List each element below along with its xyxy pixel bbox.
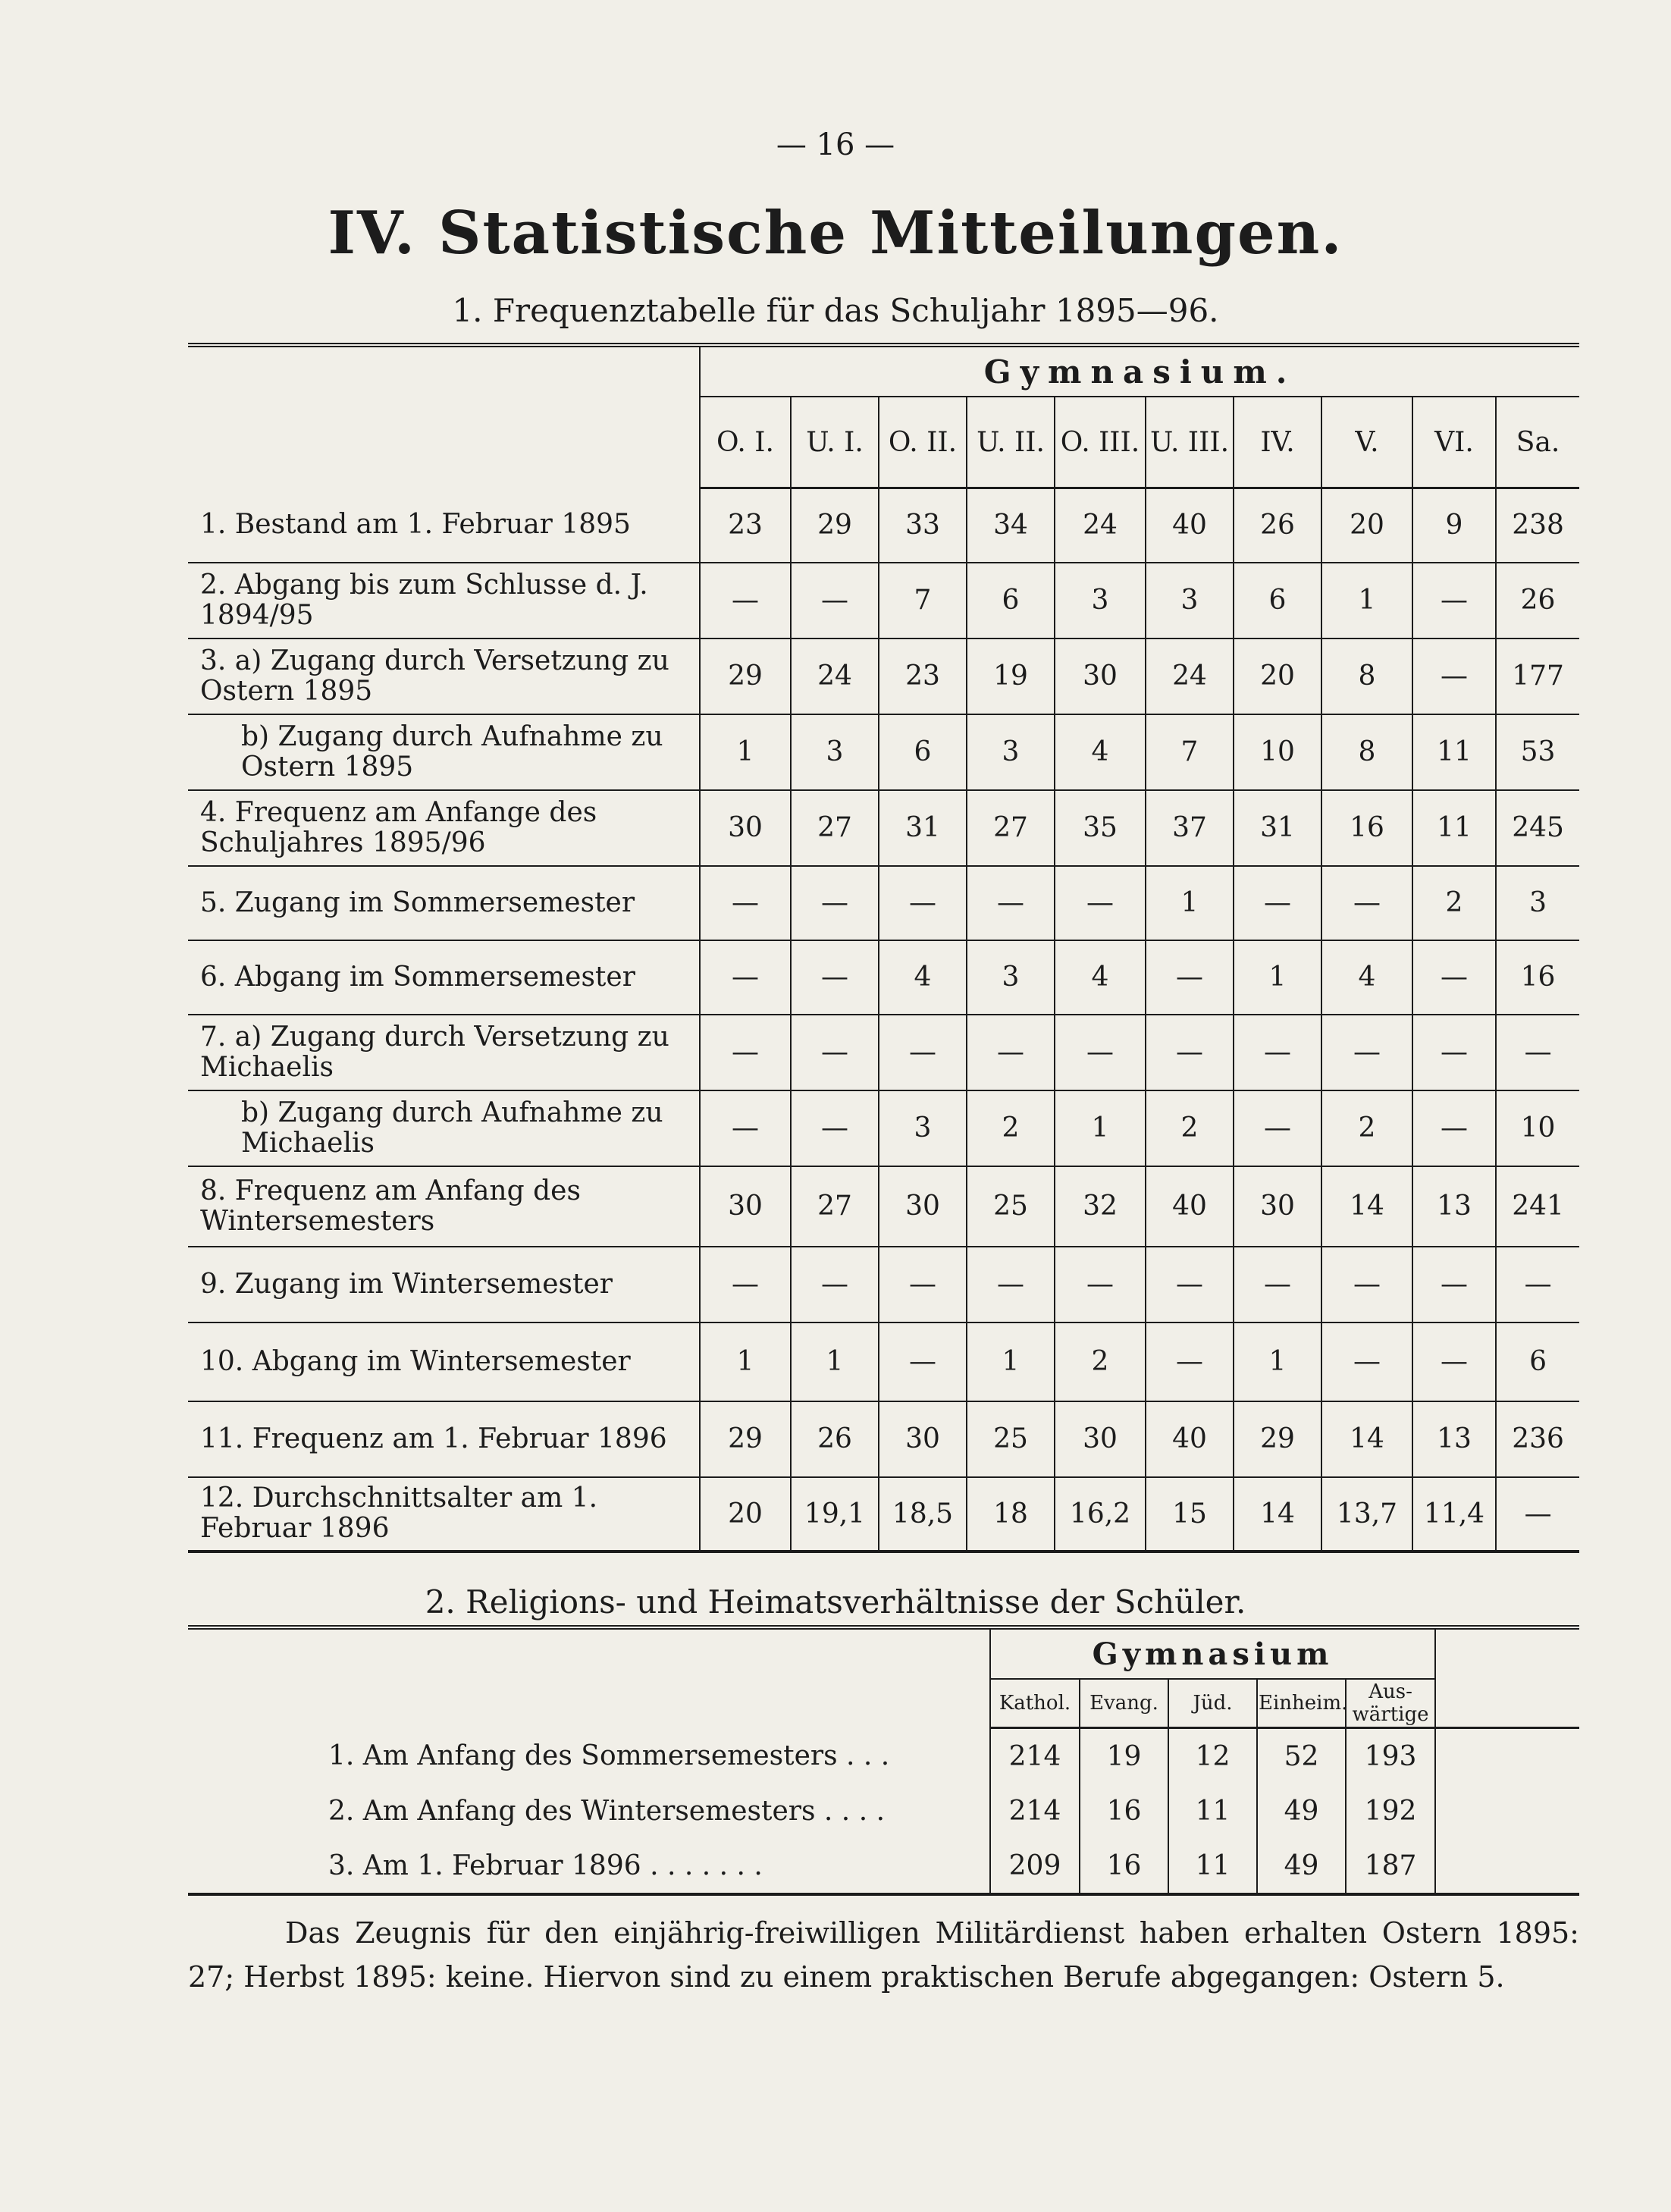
table-cell: 30 [1234,1166,1321,1247]
table-cell: 20 [700,1477,791,1552]
row-label: 2. Abgang bis zum Schlusse d. J. 1894/95 [188,563,700,638]
table-cell: 16 [1496,940,1579,1015]
table-cell: 25 [967,1401,1055,1477]
table-cell: — [700,563,791,638]
table-cell: 30 [700,790,791,866]
table-cell: 209 [990,1838,1080,1894]
table-cell: 9 [1412,488,1496,563]
table-cell: 7 [1146,714,1234,790]
table-cell: 1 [967,1322,1055,1401]
table-cell: 19 [1080,1728,1168,1784]
spacer-column [1435,1627,1579,1728]
table-cell: 4 [879,940,967,1015]
table-cell: 14 [1234,1477,1321,1552]
table-cell: 49 [1257,1784,1346,1838]
table-cell-empty [1435,1728,1579,1784]
row-label: 9. Zugang im Wintersemester [188,1247,700,1322]
page-number: — 16 — [776,127,895,162]
table-row [188,1015,1579,1090]
table-cell: 16 [1321,790,1412,866]
table-cell: — [1412,563,1496,638]
table-cell: 31 [1234,790,1321,866]
table-cell: 19 [967,638,1055,714]
table-cell: 6 [967,563,1055,638]
table-cell: — [967,866,1055,940]
table-cell: — [1321,866,1412,940]
table-cell: 18 [967,1477,1055,1552]
table-cell: — [1412,1247,1496,1322]
table-cell: 6 [1496,1322,1579,1401]
table-row [188,563,1579,638]
table-cell: 2 [1412,866,1496,940]
table-cell: — [700,866,791,940]
page-title: IV. Statistische Mitteilungen. [328,199,1343,268]
row-label: 3. Am 1. Februar 1896 . . . . . . . [188,1838,990,1894]
table-row [188,1728,1579,1784]
table2-caption: 2. Religions- und Heimatsverhältnisse der Schüler. [425,1583,1246,1621]
table-cell: 1 [1234,1322,1321,1401]
table-cell: 3 [791,714,879,790]
table-cell: 33 [879,488,967,563]
table-cell: 2 [1146,1090,1234,1166]
table-cell: 27 [967,790,1055,866]
row-label: 3. a) Zugang durch Versetzung zu Ostern 1895 [188,638,700,714]
table-cell: 16 [1080,1838,1168,1894]
table-cell: 8 [1321,714,1412,790]
label-column-header [188,345,700,488]
table-cell: — [1412,940,1496,1015]
table-row [188,1322,1579,1401]
table-cell: 238 [1496,488,1579,563]
table-cell: — [791,866,879,940]
column-header: V. [1321,397,1412,488]
table-cell: — [1412,1015,1496,1090]
table-cell: 1 [1234,940,1321,1015]
table-cell: 26 [1496,563,1579,638]
row-label: 12. Durchschnittsalter am 1. Februar 1896 [188,1477,700,1552]
table-cell: 214 [990,1784,1080,1838]
table-cell: 177 [1496,638,1579,714]
table-cell: — [791,563,879,638]
table-cell: 25 [967,1166,1055,1247]
column-header: O. II. [879,397,967,488]
table-cell: 14 [1321,1401,1412,1477]
table-cell: 26 [1234,488,1321,563]
table-cell: 14 [1321,1166,1412,1247]
table-cell: 245 [1496,790,1579,866]
table-cell: — [1412,638,1496,714]
table-cell: 4 [1321,940,1412,1015]
table-cell: — [1234,1090,1321,1166]
table-cell: — [1146,1247,1234,1322]
table-cell: 31 [879,790,967,866]
table-cell: 6 [1234,563,1321,638]
table-cell: 3 [967,940,1055,1015]
table-cell: — [1146,940,1234,1015]
row-label: b) Zugang durch Aufnahme zu Michaelis [188,1090,700,1166]
column-header: IV. [1234,397,1321,488]
table-cell: — [791,1090,879,1166]
table-row [188,1401,1579,1477]
row-label: 1. Am Anfang des Sommersemesters . . . [328,1740,890,1771]
table-cell: — [1055,866,1146,940]
table-cell: 23 [700,488,791,563]
table-row [188,866,1579,940]
table-cell: — [1321,1322,1412,1401]
table-cell: 26 [791,1401,879,1477]
table-cell: — [1055,1247,1146,1322]
table-row [188,940,1579,1015]
row-label: 7. a) Zugang durch Versetzung zu Michaelis [188,1015,700,1090]
table-cell: 6 [879,714,967,790]
table-cell: 11 [1412,790,1496,866]
table-cell: 192 [1346,1784,1435,1838]
column-header: U. III. [1146,397,1234,488]
table-cell: 37 [1146,790,1234,866]
table-cell: 13 [1412,1166,1496,1247]
table-cell: 24 [1055,488,1146,563]
row-label: 5. Zugang im Sommersemester [188,866,700,940]
table-cell: — [1234,866,1321,940]
table-cell: 29 [700,638,791,714]
table-cell: 236 [1496,1401,1579,1477]
frequency-table [188,343,1579,1553]
table-cell: 11 [1168,1838,1257,1894]
table-cell: 40 [1146,488,1234,563]
table-cell: — [967,1015,1055,1090]
column-header: O. III. [1055,397,1146,488]
table-cell: 30 [1055,1401,1146,1477]
table-cell: 53 [1496,714,1579,790]
table-cell: — [700,1090,791,1166]
table-cell: — [1321,1247,1412,1322]
table-cell: 3 [1496,866,1579,940]
table-cell: 29 [791,488,879,563]
table-cell-empty [1435,1838,1579,1894]
table-cell: 20 [1321,488,1412,563]
table-cell: 3 [1055,563,1146,638]
table-row [188,488,1579,563]
table-cell: 19,1 [791,1477,879,1552]
table-cell: — [1496,1247,1579,1322]
table-cell: — [1321,1015,1412,1090]
table-cell-empty [1435,1784,1579,1838]
table-cell: 24 [791,638,879,714]
row-label: 4. Frequenz am Anfange des Schuljahres 1895/96 [188,790,700,866]
table-cell: 10 [1234,714,1321,790]
table-row [188,1784,1579,1838]
table-cell: — [700,1015,791,1090]
table-cell: — [879,866,967,940]
table-cell: 4 [1055,940,1146,1015]
table-cell: 2 [967,1090,1055,1166]
row-label: 11. Frequenz am 1. Februar 1896 [188,1401,700,1477]
table-cell: 2 [1321,1090,1412,1166]
table-cell: — [879,1247,967,1322]
table-cell: 193 [1346,1728,1435,1784]
table-cell: — [879,1015,967,1090]
row-label: b) Zugang durch Aufnahme zu Ostern 1895 [188,714,700,790]
table-cell: — [700,940,791,1015]
table-cell: 29 [1234,1401,1321,1477]
table-cell: 30 [879,1401,967,1477]
table-cell: 241 [1496,1166,1579,1247]
table-cell: 40 [1146,1401,1234,1477]
table-row [188,638,1579,714]
table-cell: 35 [1055,790,1146,866]
table-cell: 8 [1321,638,1412,714]
table-cell: 1 [1321,563,1412,638]
column-header: U. II. [967,397,1055,488]
column-header: U. I. [791,397,879,488]
table-cell: 1 [1055,1090,1146,1166]
table-cell: — [1496,1477,1579,1552]
table-cell: — [1412,1090,1496,1166]
table-cell: 30 [700,1166,791,1247]
table-cell: 1 [791,1322,879,1401]
table-cell: 29 [700,1401,791,1477]
table-cell: 18,5 [879,1477,967,1552]
table-cell: 13 [1412,1401,1496,1477]
table-cell: 3 [879,1090,967,1166]
table-cell: — [700,1247,791,1322]
group-header: Gymnasium [990,1627,1435,1679]
table-row [188,1247,1579,1322]
religion-table [188,1625,1579,1896]
table1-caption: 1. Frequenztabelle für das Schuljahr 1895—96. [452,292,1219,329]
column-header: Jüd. [1168,1679,1257,1728]
table-cell: 16,2 [1055,1477,1146,1552]
table-cell: 3 [967,714,1055,790]
column-header: VI. [1412,397,1496,488]
row-label: 1. Bestand am 1. Februar 1895 [188,488,700,563]
column-header: Kathol. [990,1679,1080,1728]
table-cell: 214 [990,1728,1080,1784]
table-cell: 49 [1257,1838,1346,1894]
table-cell: — [791,1247,879,1322]
table-cell: 7 [879,563,967,638]
table-cell: 1 [1146,866,1234,940]
table-cell: 24 [1146,638,1234,714]
table-cell: 52 [1257,1728,1346,1784]
table-cell: 23 [879,638,967,714]
column-header: Evang. [1080,1679,1168,1728]
table-cell: — [1412,1322,1496,1401]
table-cell: 1 [700,1322,791,1401]
table-cell: — [879,1322,967,1401]
column-header: O. I. [700,397,791,488]
table-cell: 16 [1080,1784,1168,1838]
table-cell: 15 [1146,1477,1234,1552]
column-header: Einheim. [1257,1679,1346,1728]
row-label: 2. Am Anfang des Wintersemesters . . . . [328,1795,886,1827]
table-cell: 11 [1168,1784,1257,1838]
table-cell: 20 [1234,638,1321,714]
table-cell: 11,4 [1412,1477,1496,1552]
footnote-paragraph: Das Zeugnis für den einjährig-freiwilligen Militärdienst haben erhalten Ostern 1895: 27; Herbst 1895: keine. Hiervon sind zu einem praktischen Berufe abgegangen: Ostern 5. [188,1916,1579,1994]
table-cell: 2 [1055,1322,1146,1401]
table-cell: 27 [791,790,879,866]
table-cell: — [791,940,879,1015]
table-cell: 13,7 [1321,1477,1412,1552]
table-cell: — [1055,1015,1146,1090]
table-cell: — [1234,1247,1321,1322]
table-cell: — [1146,1322,1234,1401]
table-cell: 32 [1055,1166,1146,1247]
group-header: Gymnasium. [700,345,1579,397]
table-cell: 40 [1146,1166,1234,1247]
table-cell: — [1496,1015,1579,1090]
table-row [188,1166,1579,1247]
table-cell: 12 [1168,1728,1257,1784]
column-header: Sa. [1496,397,1579,488]
table-cell: — [791,1015,879,1090]
table-cell: 10 [1496,1090,1579,1166]
table-cell: — [1146,1015,1234,1090]
table-cell: 187 [1346,1838,1435,1894]
column-header: Aus-wärtige [1346,1679,1435,1728]
table-cell: — [967,1247,1055,1322]
table-row [188,1838,1579,1894]
table-cell: 4 [1055,714,1146,790]
table-row [188,1090,1579,1166]
table-cell: 1 [700,714,791,790]
table-cell: 30 [1055,638,1146,714]
table-cell: — [1234,1015,1321,1090]
label-column-header [188,1627,990,1728]
row-label: 10. Abgang im Wintersemester [188,1322,700,1401]
row-label: 8. Frequenz am Anfang des Wintersemesters [188,1166,700,1247]
table-cell: 34 [967,488,1055,563]
table-cell: 30 [879,1166,967,1247]
row-label: 6. Abgang im Sommersemester [188,940,700,1015]
table-row [188,790,1579,866]
table-cell: 3 [1146,563,1234,638]
table-cell: 27 [791,1166,879,1247]
table-row [188,1477,1579,1552]
table-row [188,714,1579,790]
table-cell: 11 [1412,714,1496,790]
